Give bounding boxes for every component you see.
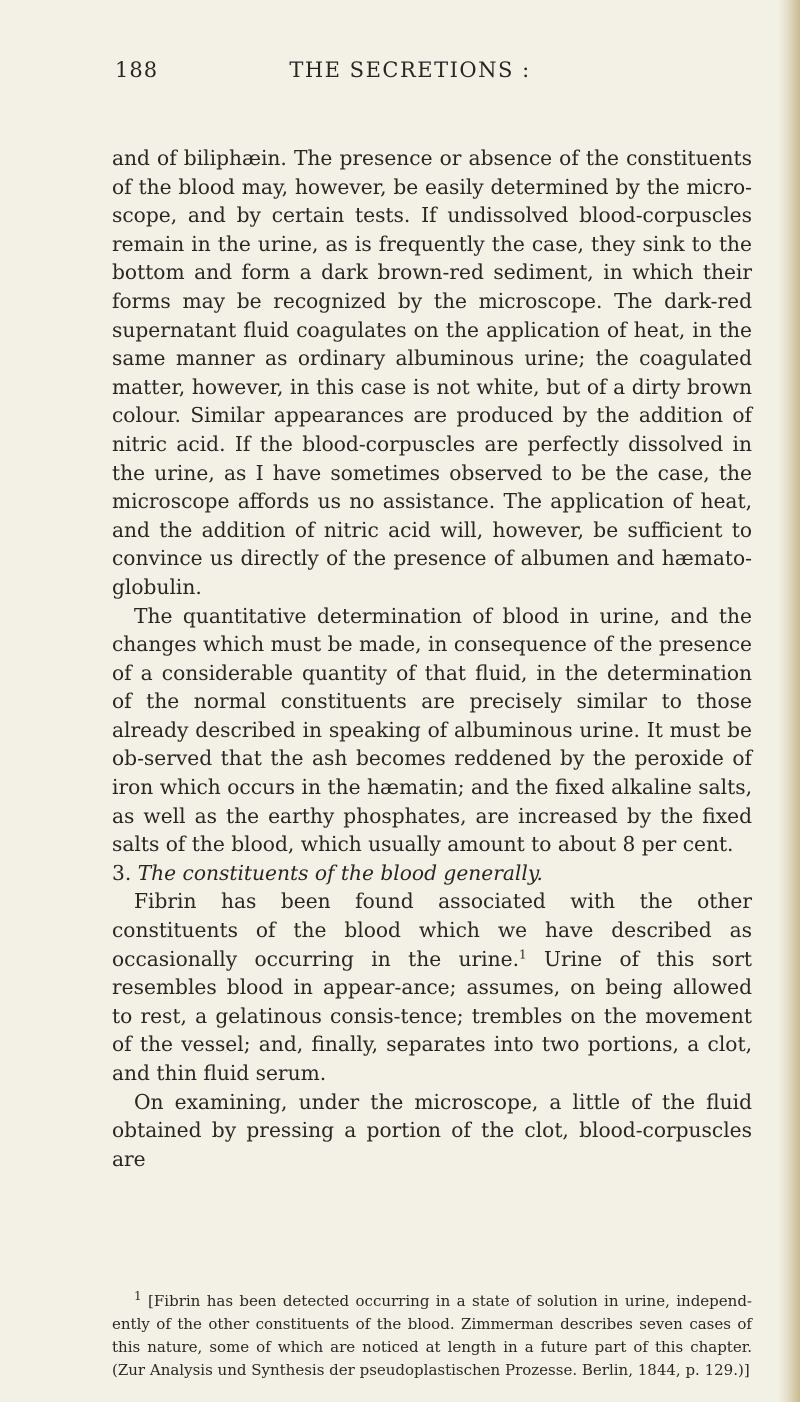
footnote-text: [Fibrin has been detected occurring in a state of solution in urine, independ-ently of the other constituents of the blood. Zimmerman describes seven cases of this nature, some of which are noticed at length in a future part of this chapter. (Zur Analysis und Synthesis der pseudoplastischen Prozesse. Berlin, 1844, p. 129.)] — [112, 1292, 752, 1379]
paragraph-2: The quantitative determination of blood in urine, and the changes which must be made, in consequence of the presence of a considerable quantity of that fluid, in the determination of the normal constituents are precisely similar to those already described in speaking of albuminous urine. It must be ob-served that the ash becomes reddened by the peroxide of iron which occurs in the hæmatin; and the fixed alkaline salts, as well as the earthy phosphates, are increased by the fixed salts of the blood, which usually amount to about 8 per cent. — [112, 603, 752, 857]
footnote-marker: 1 — [134, 1289, 142, 1303]
section-heading — [112, 859, 752, 888]
page-number: 188 — [115, 58, 159, 82]
footnote — [112, 1290, 752, 1382]
footnote-reference: 1 — [519, 946, 527, 961]
paragraph-3-part-2: Urine of this sort resembles blood in appear-ance; assumes, on being allowed to rest, a gelatinous consis-tence; trembles on the movement of the vessel; and, finally, separates into two portions, a clot, and thin fluid serum. — [112, 946, 752, 1085]
section-number: 3. — [112, 860, 132, 885]
paragraph-3 — [112, 887, 752, 1087]
page-edge-shadow — [778, 0, 800, 1402]
body-text — [112, 144, 752, 1173]
page-header — [70, 58, 750, 88]
footnote-text-block — [112, 1290, 752, 1382]
running-head: THE SECRETIONS : — [289, 58, 531, 82]
paragraph-1: and of biliphæin. The presence or absence of the constituents of the blood may, however, be easily determined by the micro-scope, and by certain tests. If undissolved blood-corpuscles remain in the urine, as is frequently the case, they sink to the bottom and form a dark brown-red sediment, in which their forms may be recognized by the microscope. The dark-red supernatant fluid coagulates on the application of heat, in the same manner as ordinary albuminous urine; the coagulated matter, however, in this case is not white, but of a dirty brown colour. Similar appearances are produced by the addition of nitric acid. If the blood-corpuscles are perfectly dissolved in the urine, as I have sometimes observed to be the case, the microscope affords us no assistance. The application of heat, and the addition of nitric acid will, however, be sufficient to convince us directly of the presence of albumen and hæmato-globulin. — [112, 146, 752, 599]
section-title: The constituents of the blood generally. — [137, 860, 543, 885]
paragraph-3-part-1: Fibrin has been found associated with the other constituents of the blood which we have described as occasionally occurring in the urine. — [112, 889, 752, 971]
paragraph-4: On examining, under the microscope, a little of the fluid obtained by pressing a portion of the clot, blood-corpuscles are — [112, 1089, 752, 1171]
